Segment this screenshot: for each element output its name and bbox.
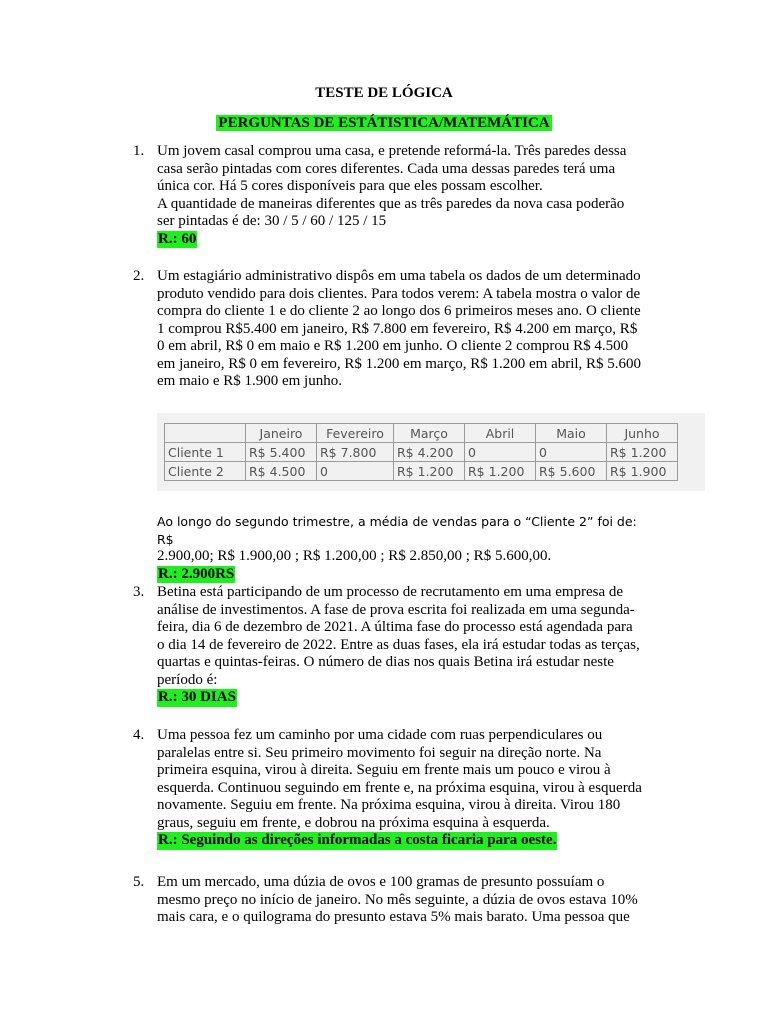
question-2-continuation: [157, 513, 657, 583]
table-cell: 0: [536, 443, 607, 462]
table-cell: Cliente 2: [165, 462, 246, 481]
question-number: 4.: [133, 727, 145, 743]
table-cell: R$ 1.200: [465, 462, 536, 481]
table-cell: 0: [317, 462, 394, 481]
text-line: novamente. Seguiu em frente. Na próxima esquina, virou à direita. Virou 180: [157, 797, 621, 813]
text-line: Betina está participando de um processo de recrutamento em uma empresa de: [157, 584, 624, 600]
text-line: 2.900,00; R$ 1.900,00 ; R$ 1.200,00 ; R$ 2.850,00 ; R$ 5.600,00.: [157, 548, 552, 564]
table-header: Maio: [536, 424, 607, 443]
text-line: esquerda. Continuou seguindo em frente e, na próxima esquina, virou à esquerda: [157, 779, 642, 796]
table-header: Março: [394, 424, 465, 443]
text-line: Em um mercado, uma dúzia de ovos e 100 gramas de presunto possuíam o: [157, 874, 605, 890]
text-line: primeira esquina, virou à direita. Seguiu em frente mais um pouco e virou à: [157, 762, 611, 778]
answer-highlight: R.: 60: [158, 230, 197, 247]
table-cell: R$ 5.400: [246, 443, 317, 462]
sales-table: [164, 423, 678, 481]
table-header-row: [165, 424, 678, 443]
text-line: única cor. Há 5 cores disponíveis para que eles possam escolher.: [157, 178, 543, 194]
sales-table-image: [157, 413, 705, 491]
text-line: em janeiro, R$ 0 em fevereiro, R$ 1.200 em março, R$ 1.200 em abril, R$ 5.600: [157, 355, 642, 372]
text-line: graus, seguiu em frente, e dobrou na próxima esquina à esquerda.: [157, 814, 550, 831]
text-line: o dia 14 de fevereiro de 2022. Entre as duas fases, ela irá estudar todas as terças,: [157, 636, 640, 653]
table-cell: R$ 1.200: [607, 443, 678, 462]
question-text: [157, 584, 657, 707]
table-cell: R$ 1.900: [607, 462, 678, 481]
text-line: produto vendido para dois clientes. Para todos verem: A tabela mostra o valor de: [157, 285, 641, 302]
question-number: 2.: [133, 268, 145, 284]
question-number: 3.: [133, 584, 145, 600]
text-line: Ao longo do segundo trimestre, a média de vendas para o “Cliente 2” foi de: R$: [157, 514, 637, 547]
question-text: [157, 874, 657, 927]
document-title: TESTE DE LÓGICA: [315, 85, 453, 101]
text-line: Uma pessoa fez um caminho por uma cidade com ruas perpendiculares ou: [157, 727, 603, 743]
text-line: mesmo preço no início de janeiro. No mês seguinte, a dúzia de ovos estava 10%: [157, 891, 638, 908]
text-line: 1 comprou R$5.400 em janeiro, R$ 7.800 em fevereiro, R$ 4.200 em março, R$: [157, 320, 638, 337]
table-header: Fevereiro: [317, 424, 394, 443]
table-cell: R$ 4.500: [246, 462, 317, 481]
answer-highlight: R.: 2.900RS: [158, 565, 235, 582]
table-row: [165, 443, 678, 462]
text-line: casa serão pintadas com cores diferentes. Cada uma dessas paredes terá uma: [157, 160, 616, 177]
text-line: compra do cliente 1 e do cliente 2 ao longo dos 6 primeiros meses ano. O cliente: [157, 303, 641, 319]
text-line: ser pintadas é de: 30 / 5 / 60 / 125 / 15: [157, 213, 387, 229]
table-cell: 0: [465, 443, 536, 462]
question-text: [157, 268, 657, 391]
answer-highlight: R.: Seguindo as direções informadas a costa ficaria para oeste.: [158, 832, 557, 848]
table-row: [165, 462, 678, 481]
table-cell: R$ 4.200: [394, 443, 465, 462]
text-line: paralelas entre si. Seu primeiro movimento foi seguir na direção norte. Na: [157, 744, 602, 761]
question-number: 1.: [133, 143, 145, 159]
table-cell: R$ 1.200: [394, 462, 465, 481]
table-header: Junho: [607, 424, 678, 443]
text-line: Um estagiário administrativo dispôs em uma tabela os dados de um determinado: [157, 268, 641, 284]
question-number: 5.: [133, 874, 145, 890]
table-cell: R$ 7.800: [317, 443, 394, 462]
text-line: em maio e R$ 1.900 em junho.: [157, 373, 342, 389]
text-line: período é:: [157, 671, 218, 688]
table-header: Janeiro: [246, 424, 317, 443]
text-line: quartas e quintas-feiras. O número de dias nos quais Betina irá estudar neste: [157, 654, 614, 670]
document-subtitle: PERGUNTAS DE ESTÁTISTICA/MATEMÁTICA: [218, 115, 550, 131]
text-line: análise de investimentos. A fase de prova escrita foi realizada em uma segunda-: [157, 601, 635, 618]
text-line: Um jovem casal comprou uma casa, e pretende reformá-la. Três paredes dessa: [157, 143, 627, 159]
subtitle-wrap: [0, 114, 768, 132]
table-header: [165, 424, 246, 443]
answer-highlight: R.: 30 DIAS: [158, 689, 236, 705]
text-line: feira, dia 6 de dezembro de 2021. A última fase do processo está agendada para: [157, 619, 633, 635]
text-line: 0 em abril, R$ 0 em maio e R$ 1.200 em junho. O cliente 2 comprou R$ 4.500: [157, 338, 629, 354]
question-text: [157, 727, 657, 850]
table-header: Abril: [465, 424, 536, 443]
text-line: mais cara, e o quilograma do presunto estava 5% mais barato. Uma pessoa que: [157, 909, 630, 925]
table-cell: R$ 5.600: [536, 462, 607, 481]
text-line: A quantidade de maneiras diferentes que as três paredes da nova casa poderão: [157, 195, 625, 212]
question-text: [157, 143, 657, 248]
table-cell: Cliente 1: [165, 443, 246, 462]
